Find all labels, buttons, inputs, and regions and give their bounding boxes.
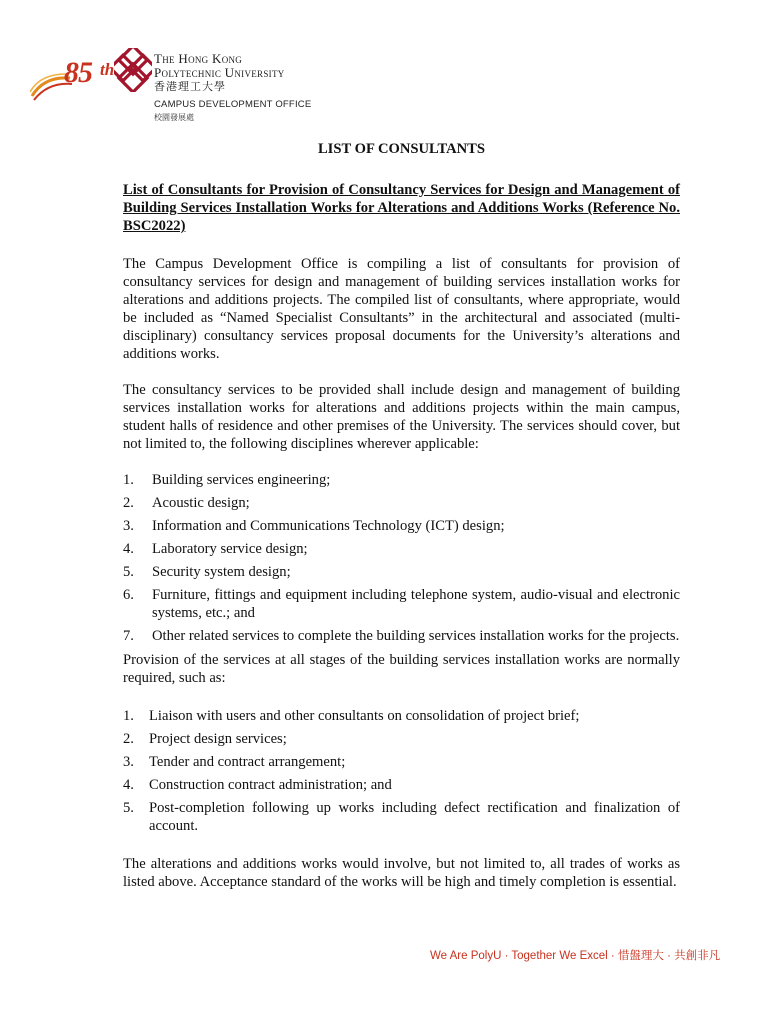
footer-slogan: We Are PolyU · Together We Excel · 惜盤理大 · 共創非凡 <box>430 950 721 962</box>
disciplines-list <box>123 471 680 645</box>
list-item <box>123 517 680 535</box>
stages-paragraph: Provision of the services at all stages of the building services installation works are normally required, such as: <box>123 652 680 686</box>
list-item <box>123 471 680 489</box>
university-name-line2: Polytechnic University <box>154 65 285 80</box>
list-number: 5. <box>123 564 134 580</box>
list-text: Tender and contract arrangement; <box>149 754 346 770</box>
list-number: 4. <box>123 541 134 557</box>
list-text: Post-completion following up works including defect rectification and finalization of account. <box>149 800 680 834</box>
office-name: CAMPUS DEVELOPMENT OFFICE <box>154 99 312 110</box>
office-name-chinese: 校園發展處 <box>154 113 194 122</box>
list-item <box>123 753 680 771</box>
list-number: 4. <box>123 777 134 793</box>
services-paragraph: The consultancy services to be provided shall include design and management of building services installation works for alterations and additions projects within the main campus, student halls of residence and other premises of the University. The services should cover, but not limited to, the following disciplines wherever applicable: <box>123 382 680 452</box>
list-text: Security system design; <box>152 564 291 580</box>
list-item <box>123 563 680 581</box>
university-logo <box>30 46 330 126</box>
list-number: 3. <box>123 754 134 770</box>
list-number: 1. <box>123 708 134 724</box>
list-item <box>123 494 680 512</box>
anniversary-suffix: th <box>100 60 115 79</box>
university-name <box>154 52 285 94</box>
list-text: Construction contract administration; and <box>149 777 392 793</box>
university-name-chinese: 香港理工大學 <box>154 80 226 93</box>
university-name-line1: The Hong Kong <box>154 51 243 66</box>
list-text: Other related services to complete the building services installation works for the projects. <box>152 628 680 644</box>
list-number: 3. <box>123 518 134 534</box>
list-text: Laboratory service design; <box>152 541 308 557</box>
list-number: 5. <box>123 800 134 816</box>
anniversary-number: 85 <box>64 56 92 89</box>
list-text: Building services engineering; <box>152 472 331 488</box>
stages-list <box>123 707 680 835</box>
list-item <box>123 707 680 725</box>
list-number: 2. <box>123 731 134 747</box>
document-body <box>123 140 680 909</box>
list-item <box>123 730 680 748</box>
intro-paragraph: The Campus Development Office is compiling a list of consultants for provision of consultancy services for design and management of building services installation works for alterations and additions projects. The compiled list of consultants, where appropriate, would be included as “Named Specialist Consultants” in the architectural and associated (multi-disciplinary) consultancy services proposal documents for the University’s alterations and additions works. <box>123 256 680 362</box>
list-item <box>123 586 680 622</box>
list-item <box>123 799 680 835</box>
document-title: LIST OF CONSULTANTS <box>317 141 486 157</box>
list-item <box>123 776 680 794</box>
list-text: Acoustic design; <box>152 495 250 511</box>
list-number: 1. <box>123 472 134 488</box>
document-subtitle: List of Consultants for Provision of Consultancy Services for Design and Management of Building Services Installation Works for Alterations and Additions Works (Reference No. BSC2022) <box>123 182 680 234</box>
list-text: Furniture, fittings and equipment including telephone system, audio-visual and electronic systems, etc.; and <box>152 587 680 621</box>
closing-paragraph: The alterations and additions works would involve, but not limited to, all trades of works as listed above. Acceptance standard of the works will be high and timely completion is essential. <box>123 856 680 890</box>
list-text: Project design services; <box>149 731 287 747</box>
list-text: Liaison with users and other consultants on consolidation of project brief; <box>149 708 580 724</box>
polyu-emblem-icon <box>114 48 152 92</box>
list-number: 6. <box>123 587 134 603</box>
list-item <box>123 627 680 645</box>
list-item <box>123 540 680 558</box>
list-number: 7. <box>123 628 134 644</box>
list-number: 2. <box>123 495 134 511</box>
list-text: Information and Communications Technology (ICT) design; <box>152 518 505 534</box>
